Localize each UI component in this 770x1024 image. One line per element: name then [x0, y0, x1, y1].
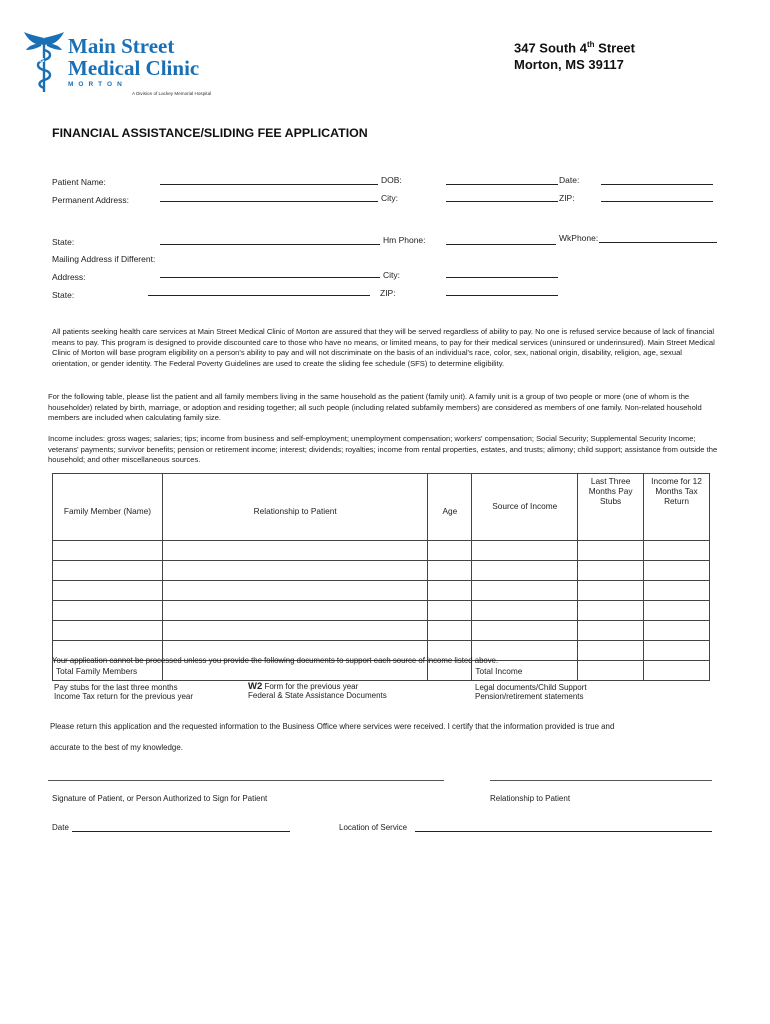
table-cell[interactable] — [472, 541, 578, 561]
relationship-label: Relationship to Patient — [490, 794, 571, 803]
total-family-members-label: Total Family Members — [53, 661, 163, 681]
hm-phone-field[interactable] — [446, 244, 556, 245]
col-pay-stubs: Last Three Months Pay Stubs — [578, 474, 644, 541]
table-row — [53, 561, 710, 581]
patient-name-field[interactable] — [160, 184, 378, 185]
clinic-address — [514, 36, 635, 73]
state-label: State: — [52, 237, 75, 247]
mail-zip-field[interactable] — [446, 295, 558, 296]
permanent-address-label: Permanent Address: — [52, 195, 130, 205]
table-cell[interactable] — [162, 581, 427, 601]
dob-field[interactable] — [446, 184, 558, 185]
col-age: Age — [428, 474, 472, 541]
date-label: Date: — [559, 175, 580, 185]
income-paragraph: Income includes: gross wages; salaries; tips; income from business and self-employment; unemployment compensation; workers' compensation; Social Security; Supplemental Security Income; veterans' payments; survivor benefits; pension or retirement income; interest; dividends; royalties; income from rental properties, estates, and trusts; alimony; child support; assistance from outside the household; and other miscellaneous sources. — [48, 434, 718, 465]
table-cell[interactable] — [578, 621, 644, 641]
signature-label: Signature of Patient, or Person Authorized to Sign for Patient — [52, 794, 268, 803]
mail-state-field[interactable] — [148, 295, 370, 296]
street-line: 347 South 4th Street — [514, 40, 635, 56]
table-cell[interactable] — [472, 601, 578, 621]
zip-label: ZIP: — [559, 193, 575, 203]
date-field[interactable] — [601, 184, 713, 185]
table-cell[interactable] — [428, 561, 472, 581]
table-cell[interactable] — [578, 561, 644, 581]
table-cell[interactable] — [162, 561, 427, 581]
mail-city-label: City: — [383, 270, 400, 280]
dob-label: DOB: — [381, 175, 402, 185]
svg-text:MS: MS — [37, 58, 45, 64]
table-cell[interactable] — [53, 561, 163, 581]
clinic-logo — [22, 32, 237, 100]
table-cell[interactable] — [578, 541, 644, 561]
col-family-member: Family Member (Name) — [53, 474, 163, 541]
city-field[interactable] — [446, 201, 558, 202]
col-source-of-income: Source of Income — [472, 474, 578, 541]
mail-city-field[interactable] — [446, 277, 558, 278]
family-members-table — [52, 473, 710, 681]
table-cell[interactable] — [578, 601, 644, 621]
family-paragraph: For the following table, please list the patient and all family members living in the same household as the patient (family unit). A family unit is a group of two people or more (one of whom is the householder) related by birth, marriage, or adoption and residing together; all such people (including related subfamily members) are considered as members of one family. Non-related household members are included when calculating family size. — [48, 392, 702, 423]
table-cell[interactable] — [428, 621, 472, 641]
patient-name-label: Patient Name: — [52, 177, 106, 187]
certify-line1: Please return this application and the requested information to the Business Office where services were received. I certify that the information provided is true and — [50, 722, 615, 731]
table-cell[interactable] — [644, 541, 710, 561]
zip-field[interactable] — [601, 201, 713, 202]
signature-field[interactable] — [48, 780, 444, 781]
wk-phone-label: WkPhone: — [559, 233, 599, 243]
mailing-address-label: Mailing Address if Different: — [52, 254, 156, 264]
relationship-field[interactable] — [490, 780, 712, 781]
hm-phone-label: Hm Phone: — [383, 235, 426, 245]
date-sign-label: Date — [52, 823, 69, 832]
table-cell[interactable] — [578, 581, 644, 601]
logo-division: A Division of Lackey Memorial Hospital — [132, 91, 212, 96]
doc-pay-stubs: Pay stubs for the last three months — [54, 683, 178, 692]
wk-phone-field[interactable] — [599, 242, 717, 243]
total-income-label: Total Income — [472, 661, 578, 681]
table-cell[interactable] — [428, 541, 472, 561]
doc-pension: Pension/retirement statements — [475, 692, 584, 701]
table-cell[interactable] — [162, 621, 427, 641]
logo-line2: Medical Clinic — [68, 56, 200, 80]
doc-income-tax: Income Tax return for the previous year — [54, 692, 194, 701]
logo-city: MORTON — [68, 81, 127, 88]
policy-paragraph: All patients seeking health care services at Main Street Medical Clinic of Morton are assured that they will be served regardless of ability to pay. No one is refused service because of lack of financial means to pay. This program is designed to provide discounted care to those who have no means, or limited means, to pay for their medical services (uninsured or underinsured). Main Street Medical Clinic of Morton will base program eligibility on a person's ability to pay and will not discriminate on the basis of an individual's race, color, sex, national origin, disability, religion, age, sexual orientation, or gender identity. The Federal Poverty Guidelines are used to create the sliding fee schedule (SFS) to determine eligibility. — [52, 327, 715, 368]
mail-zip-label: ZIP: — [380, 288, 396, 298]
doc-federal-state: Federal & State Assistance Documents — [248, 691, 387, 700]
col-tax-return: Income for 12 Months Tax Return — [644, 474, 710, 541]
logo-line1: Main Street — [68, 34, 175, 58]
table-cell[interactable] — [644, 581, 710, 601]
documents-intro: Your application cannot be processed unless you provide the following documents to support each source of income listed above. — [52, 656, 499, 665]
table-row — [53, 581, 710, 601]
table-cell[interactable] — [53, 581, 163, 601]
permanent-address-field[interactable] — [160, 201, 378, 202]
location-label: Location of Service — [339, 823, 408, 832]
date-sign-field[interactable] — [72, 831, 290, 832]
table-cell[interactable] — [162, 541, 427, 561]
mail-state-label: State: — [52, 290, 75, 300]
page-title: FINANCIAL ASSISTANCE/SLIDING FEE APPLICATION — [52, 126, 368, 140]
table-cell[interactable] — [472, 561, 578, 581]
city-line: Morton, MS 39117 — [514, 57, 624, 73]
doc-w2: W2 Form for the previous year — [248, 681, 359, 692]
table-cell[interactable] — [644, 621, 710, 641]
table-cell[interactable] — [53, 601, 163, 621]
table-cell[interactable] — [644, 601, 710, 621]
mail-address-field[interactable] — [160, 277, 380, 278]
table-cell[interactable] — [162, 601, 427, 621]
city-label: City: — [381, 193, 398, 203]
documents-col3 — [475, 683, 587, 701]
state-field[interactable] — [160, 244, 380, 245]
table-header-row — [53, 474, 710, 541]
documents-col2 — [248, 682, 387, 700]
table-cell[interactable] — [644, 561, 710, 581]
doc-legal: Legal documents/Child Support — [475, 683, 587, 692]
table-cell[interactable] — [472, 621, 578, 641]
table-row — [53, 621, 710, 641]
location-field[interactable] — [415, 831, 712, 832]
col-relationship: Relationship to Patient — [162, 474, 427, 541]
mail-address-label: Address: — [52, 272, 86, 282]
table-cell[interactable] — [472, 581, 578, 601]
table-cell[interactable] — [53, 621, 163, 641]
table-row — [53, 541, 710, 561]
certify-line2: accurate to the best of my knowledge. — [50, 743, 183, 752]
documents-col1 — [54, 683, 193, 701]
table-cell[interactable] — [428, 581, 472, 601]
caduceus-icon — [22, 32, 66, 94]
table-row — [53, 601, 710, 621]
table-cell[interactable] — [428, 601, 472, 621]
table-cell[interactable] — [53, 541, 163, 561]
